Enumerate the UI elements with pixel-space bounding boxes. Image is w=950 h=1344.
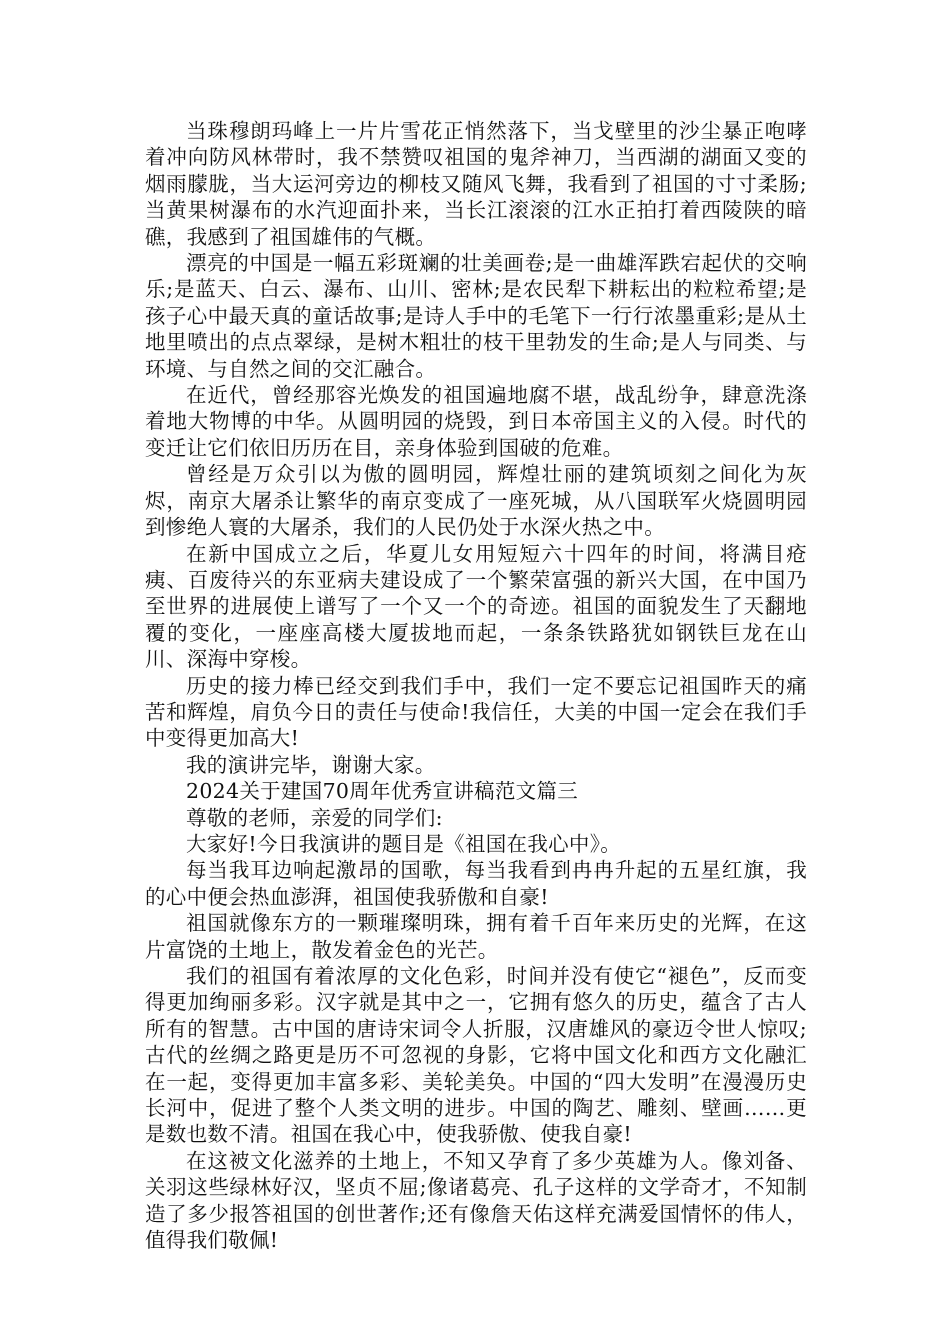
paragraph: 我们的祖国有着浓厚的文化色彩，时间并没有使它“褪色”，反而变得更加绚丽多彩。汉字就是其中之一，它拥有悠久的历史，蕴含了古人所有的智慧。古中国的唐诗宋词令人折服，汉唐雄风的豪迈令世人惊叹;古代的丝绸之路更是历不可忽视的身影，它将中国文化和西方文化融汇在一起，变得更加丰富多彩、美轮美奂。中国的“四大发明”在漫漫历史长河中，促进了整个人类文明的进步。中国的陶艺、雕刻、壁画……更是数也数不清。祖国在我心中，使我骄傲、使我自豪!	[145, 964, 807, 1147]
paragraph: 当珠穆朗玛峰上一片片雪花正悄然落下，当戈壁里的沙尘暴正咆哮着冲向防风林带时，我不禁赞叹祖国的鬼斧神刀，当西湖的湖面又变的烟雨朦胧，当大运河旁边的柳枝又随风飞舞，我看到了祖国的寸寸柔肠;当黄果树瀑布的水汽迎面扑来，当长江滚滚的江水正拍打着西陵陕的暗礁，我感到了祖国雄伟的气概。	[145, 119, 807, 249]
greeting-line: 大家好!今日我演讲的题目是《祖国在我心中》。	[186, 831, 622, 856]
paragraph: 漂亮的中国是一幅五彩斑斓的壮美画卷;是一曲雄浑跌宕起伏的交响乐;是蓝天、白云、瀑布、山川、密林;是农民犁下耕耘出的粒粒希望;是孩子心中最天真的童话故事;是诗人手中的毛笔下一行行浓墨重彩;是从土地里喷出的点点翠绿，是树木粗壮的枝干里勃发的生命;是人与同类、与环境、与自然之间的交汇融合。	[145, 251, 807, 381]
paragraph: 在新中国成立之后，华夏儿女用短短六十四年的时间，将满目疮痍、百废待兴的东亚病夫建设成了一个繁荣富强的新兴大国，在中国乃至世界的进展使上谱写了一个又一个的奇迹。祖国的面貌发生了天翻地覆的变化，一座座高楼大厦拔地而起，一条条铁路犹如钢铁巨龙在山川、深海中穿梭。	[145, 541, 807, 672]
closing-line: 我的演讲完毕，谢谢大家。	[186, 752, 436, 777]
document-body	[145, 118, 807, 1253]
paragraph: 在这被文化滋养的土地上，不知又孕育了多少英雄为人。像刘备、关羽这些绿林好汉，坚贞不屈;像诸葛亮、孔子这样的文学奇才，不知制造了多少报答祖国的创世著作;还有像詹天佑这样充满爱国情怀的伟人，值得我们敬佩!	[145, 1148, 807, 1253]
paragraph: 每当我耳边响起激昂的国歌，每当我看到冉冉升起的五星红旗，我的心中便会热血澎湃，祖国使我骄傲和自豪!	[145, 858, 807, 909]
paragraph: 祖国就像东方的一颗璀璨明珠，拥有着千百年来历史的光辉，在这片富饶的土地上，散发着金色的光芒。	[145, 911, 807, 962]
paragraph: 历史的接力棒已经交到我们手中，我们一定不要忘记祖国昨天的痛苦和辉煌，肩负今日的责任与使命!我信任，大美的中国一定会在我们手中变得更加高大!	[145, 673, 807, 751]
paragraph: 在近代，曾经那容光焕发的祖国遍地腐不堪，战乱纷争，肆意洗涤着地大物博的中华。从圆明园的烧毁，到日本帝国主义的入侵。时代的变迁让它们依旧历历在目，亲身体验到国破的危难。	[145, 383, 807, 460]
salutation: 尊敬的老师，亲爱的同学们:	[186, 805, 443, 830]
section-heading: 2024关于建国70周年优秀宣讲稿范文篇三	[186, 779, 579, 804]
paragraph: 曾经是万众引以为傲的圆明园，辉煌壮丽的建筑顷刻之间化为灰烬，南京大屠杀让繁华的南京变成了一座死城，从八国联军火烧圆明园到惨绝人寰的大屠杀，我们的人民仍处于水深火热之中。	[145, 462, 807, 540]
